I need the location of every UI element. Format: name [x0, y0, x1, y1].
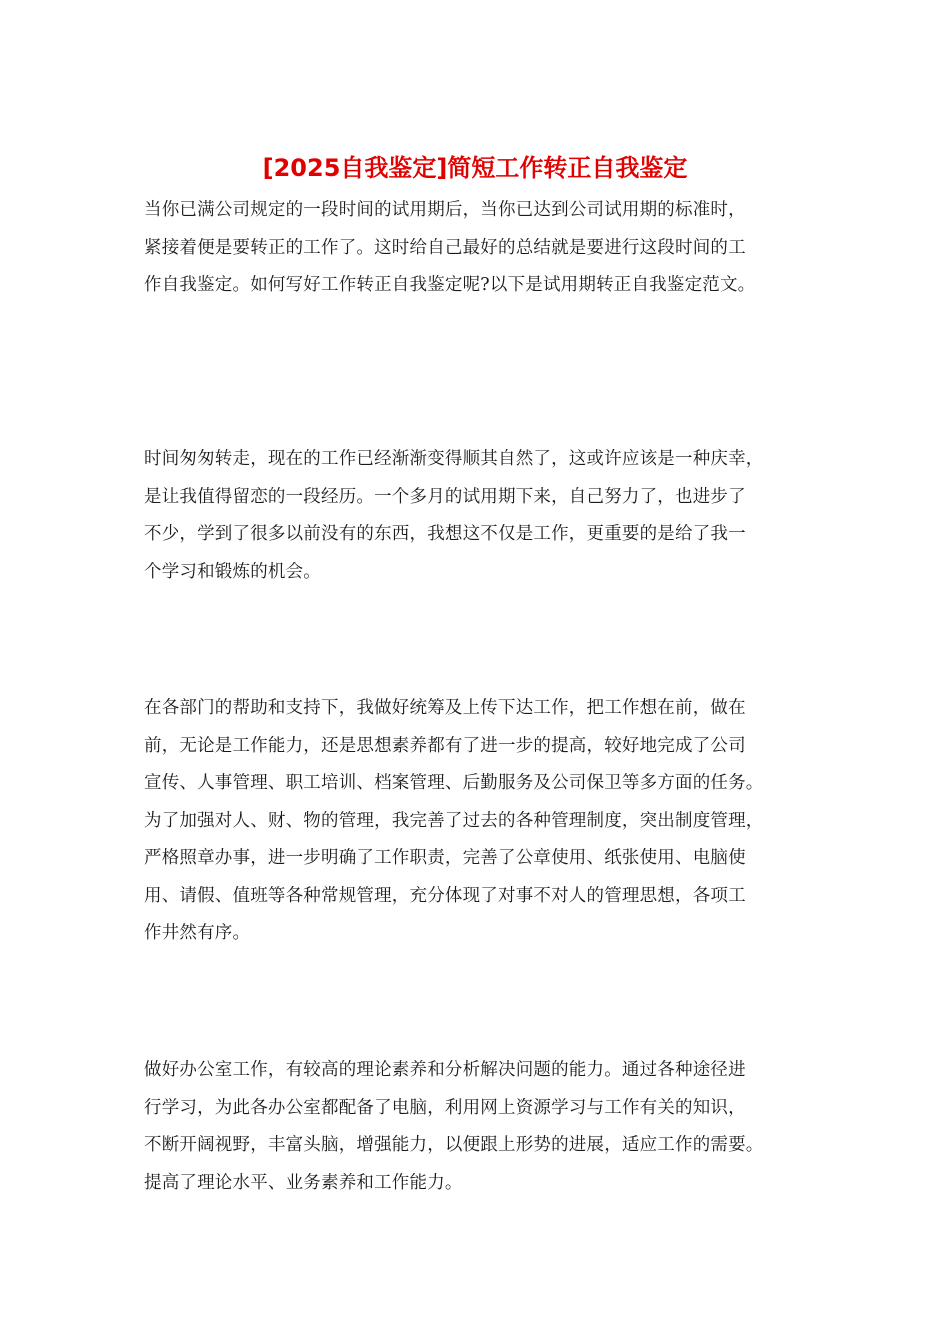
body-paragraph-1: 时间匆匆转走，现在的工作已经渐渐变得顺其自然了，这或许应该是一种庆幸， 是让我值得留恋的一段经历。一个多月的试用期下来，自己努力了，也进步了 不少，学到了很多以前没有的东西，我想这不仅是工作，更重要的是给了我一 个学习和锻炼的机会。: [144, 449, 764, 582]
document-title: [2025自我鉴定]简短工作转正自我鉴定: [262, 154, 688, 182]
intro-paragraph: 当你已满公司规定的一段时间的试用期后，当你已达到公司试用期的标准时， 紧接着便是要转正的工作了。这时给自己最好的总结就是要进行这段时间的工 作自我鉴定。如何写好工作转正自我鉴定呢?以下是试用期转正自我鉴定范文。: [144, 200, 756, 295]
body-paragraph-3: 做好办公室工作，有较高的理论素养和分析解决问题的能力。通过各种途径进 行学习，为此各办公室都配备了电脑，利用网上资源学习与工作有关的知识， 不断开阔视野，丰富头脑，增强能力，以便跟上形势的进展，适应工作的需要。 提高了理论水平、业务素养和工作能力。: [144, 1060, 764, 1193]
body-paragraph-2: 在各部门的帮助和支持下，我做好统筹及上传下达工作，把工作想在前，做在 前，无论是工作能力，还是思想素养都有了进一步的提高，较好地完成了公司 宣传、人事管理、职工培训、档案管理、后勤服务及公司保卫等多方面的任务。 为了加强对人、财、物的管理，我完善了过去的各种管理制度，突出制度管理， 严格照章办事，进一步明确了工作职责，完善了公章使用、纸张使用、电脑使 用、请假、值班等各种常规管理，充分体现了对事不对人的管理思想，各项工 作井然有序。: [144, 698, 764, 943]
